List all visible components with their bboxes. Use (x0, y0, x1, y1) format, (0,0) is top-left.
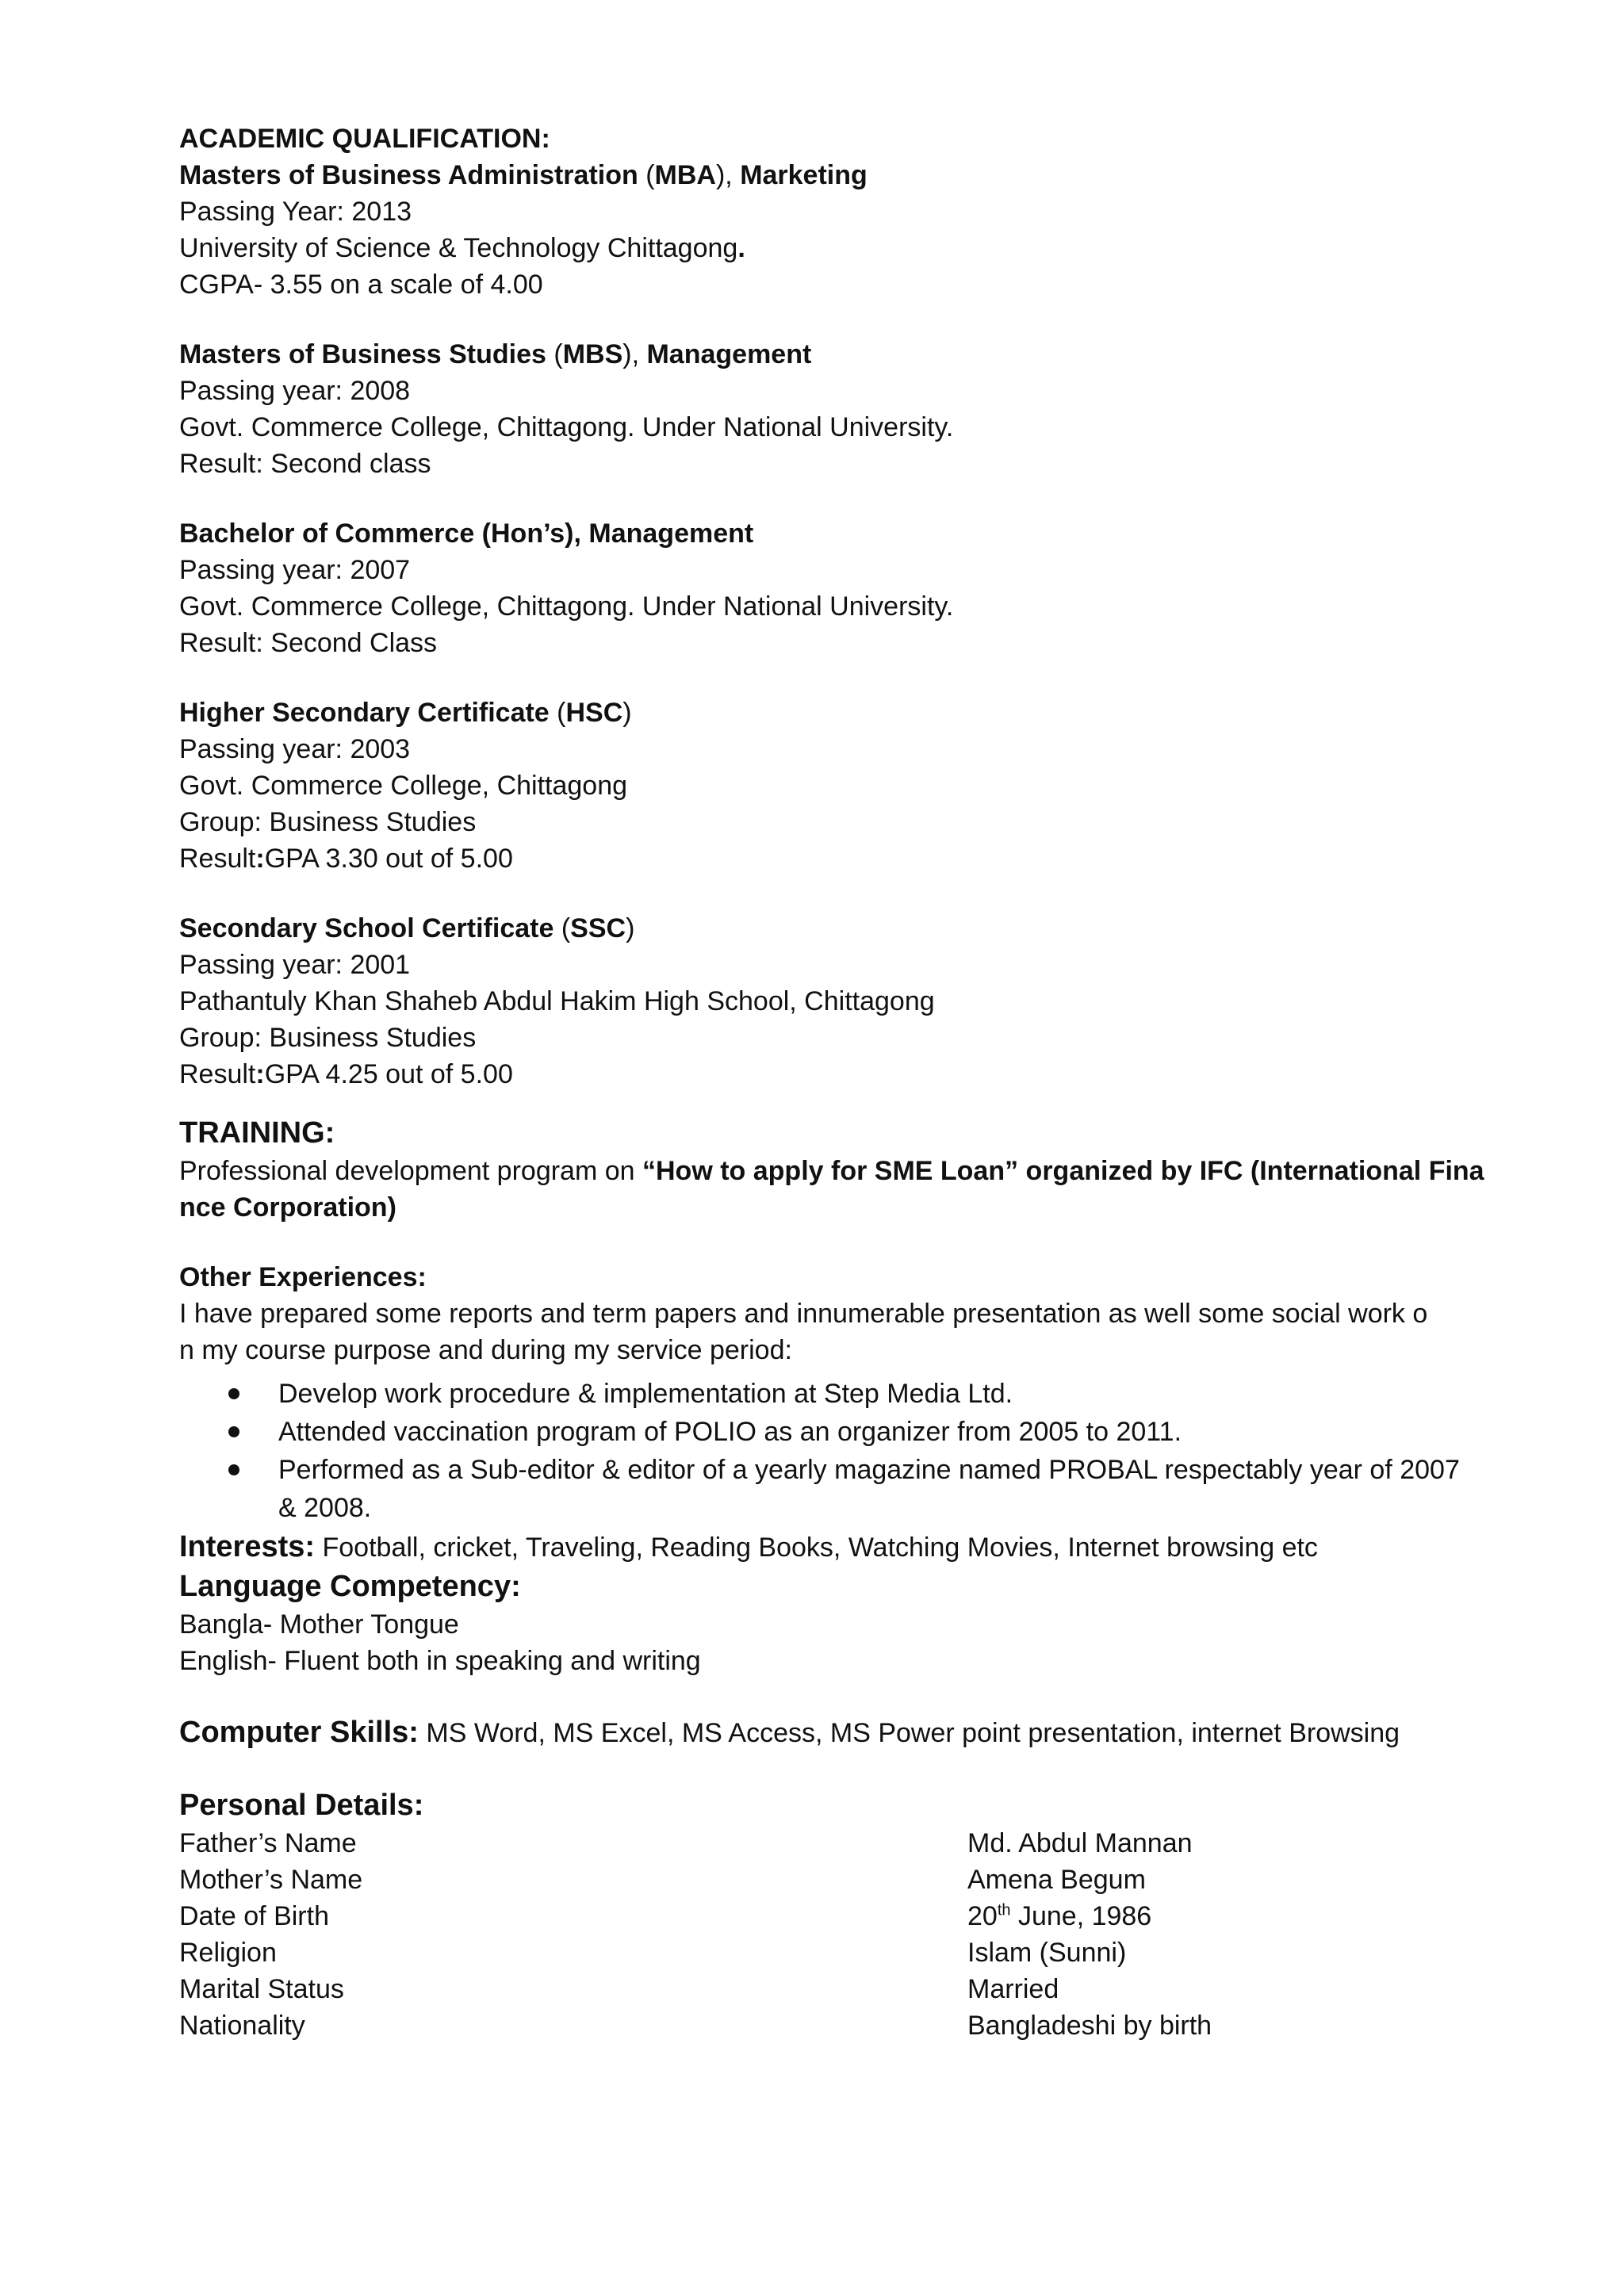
personal-value: Islam (Sunni) (967, 1938, 1127, 1968)
mba-abbr: MBA (654, 160, 716, 190)
mba-institution-name: University of Science & Technology Chittagong (179, 233, 738, 263)
personal-value: Married (967, 1974, 1059, 2004)
ssc-paren-close: ) (626, 913, 635, 943)
experience-line-2: n my course purpose and during my service period: (179, 1335, 792, 1365)
interests-label: Interests: (179, 1530, 316, 1563)
mbs-result: Result: Second class (179, 449, 431, 479)
personal-row-mother (179, 1862, 1480, 1898)
dob-rest: June, 1986 (1010, 1901, 1152, 1931)
list-item (179, 1413, 1480, 1451)
computer-skills-value: MS Word, MS Excel, MS Access, MS Power point presentation, internet Browsing (418, 1718, 1400, 1748)
bullet-icon (228, 1464, 239, 1475)
mba-cgpa: CGPA- 3.55 on a scale of 4.00 (179, 270, 543, 300)
training-line-1 (179, 1153, 1484, 1189)
personal-value: Amena Begum (967, 1865, 1146, 1895)
ssc-group: Group: Business Studies (179, 1023, 477, 1053)
bullet-icon (228, 1388, 239, 1399)
mbs-degree: Masters of Business Studies (179, 339, 546, 369)
personal-label: Date of Birth (179, 1901, 329, 1931)
experience-item-text: Performed as a Sub-editor & editor of a yearly magazine named PROBAL respectably year of 2007 & 2008. (278, 1455, 1460, 1523)
personal-label: Father’s Name (179, 1828, 357, 1858)
list-item (179, 1375, 1480, 1413)
bcom-institution: Govt. Commerce College, Chittagong. Under National University. (179, 591, 954, 622)
experience-item-text: Develop work procedure & implementation at Step Media Ltd. (278, 1379, 1013, 1409)
hsc-result-colon: : (255, 844, 265, 874)
mba-institution-period: . (737, 233, 745, 263)
interests-value: Football, cricket, Traveling, Reading Books, Watching Movies, Internet browsing etc (315, 1533, 1318, 1563)
personal-label: Nationality (179, 2011, 305, 2041)
mba-degree: Masters of Business Administration (179, 160, 638, 190)
language-heading: Language Competency: (179, 1570, 521, 1603)
experience-heading: Other Experiences: (179, 1262, 427, 1292)
resume-page (179, 121, 1484, 2044)
personal-value: Bangladeshi by birth (967, 2011, 1212, 2041)
personal-row-marital (179, 1971, 1480, 2007)
computer-skills-label: Computer Skills: (179, 1716, 419, 1749)
ssc-abbr: SSC (570, 913, 626, 943)
ssc-institution: Pathantuly Khan Shaheb Abdul Hakim High School, Chittagong (179, 986, 935, 1016)
mba-year: Passing Year: 2013 (179, 197, 412, 227)
hsc-degree: Higher Secondary Certificate (179, 698, 550, 728)
ssc-degree: Secondary School Certificate (179, 913, 554, 943)
training-intro: Professional development program on (179, 1156, 642, 1186)
hsc-abbr: HSC (565, 698, 623, 728)
academic-heading: ACADEMIC QUALIFICATION: (179, 124, 550, 154)
mbs-institution: Govt. Commerce College, Chittagong. Under National University. (179, 412, 954, 442)
bcom-result: Result: Second Class (179, 628, 438, 658)
mbs-title (179, 336, 1480, 373)
training-heading: TRAINING: (179, 1116, 335, 1150)
hsc-result-label: Result (179, 844, 256, 874)
hsc-result (179, 840, 1480, 877)
personal-row-dob (179, 1898, 1480, 1934)
personal-row-father (179, 1825, 1480, 1862)
mbs-paren-open: ( (546, 339, 563, 369)
personal-label: Marital Status (179, 1974, 344, 2004)
personal-value (967, 1898, 1151, 1934)
ssc-paren-open: ( (553, 913, 571, 943)
mba-title (179, 157, 1480, 193)
mbs-year: Passing year: 2008 (179, 376, 411, 406)
interests-line (179, 1527, 1480, 1567)
mbs-abbr: MBS (562, 339, 623, 369)
experience-line-1: I have prepared some reports and term papers and innumerable presentation as well some social work o (179, 1299, 1428, 1329)
mba-institution (179, 230, 1480, 266)
dob-day: 20 (967, 1901, 998, 1931)
ssc-result (179, 1056, 1480, 1093)
training-program: “How to apply for SME Loan” organized by IFC (International Fina (642, 1156, 1484, 1186)
training-line-2: nce Corporation) (179, 1192, 396, 1223)
personal-heading: Personal Details: (179, 1789, 424, 1822)
bcom-year: Passing year: 2007 (179, 555, 411, 585)
mba-paren-open: ( (638, 160, 655, 190)
hsc-title (179, 695, 1480, 731)
ssc-result-label: Result (179, 1059, 256, 1089)
hsc-year: Passing year: 2003 (179, 734, 411, 764)
hsc-paren-open: ( (549, 698, 566, 728)
mba-paren-close: ), (715, 160, 741, 190)
bcom-title: Bachelor of Commerce (Hon’s), Management (179, 519, 754, 549)
ssc-title (179, 910, 1480, 947)
bullet-icon (228, 1426, 239, 1437)
hsc-result-value: GPA 3.30 out of 5.00 (264, 844, 513, 874)
mbs-paren-close: ), (622, 339, 647, 369)
personal-label: Religion (179, 1938, 277, 1968)
mba-major: Marketing (740, 160, 868, 190)
personal-row-religion (179, 1934, 1480, 1971)
experience-list (179, 1375, 1480, 1527)
experience-item-text: Attended vaccination program of POLIO as an organizer from 2005 to 2011. (278, 1417, 1182, 1447)
dob-suffix: th (997, 1901, 1011, 1919)
ssc-result-value: GPA 4.25 out of 5.00 (264, 1059, 513, 1089)
personal-value: Md. Abdul Mannan (967, 1828, 1193, 1858)
ssc-year: Passing year: 2001 (179, 950, 411, 980)
hsc-institution: Govt. Commerce College, Chittagong (179, 771, 628, 801)
language-line-2: English- Fluent both in speaking and writing (179, 1646, 701, 1676)
computer-skills-line (179, 1712, 1480, 1752)
language-line-1: Bangla- Mother Tongue (179, 1609, 459, 1640)
hsc-paren-close: ) (622, 698, 632, 728)
mbs-major: Management (646, 339, 812, 369)
personal-label: Mother’s Name (179, 1865, 363, 1895)
hsc-group: Group: Business Studies (179, 807, 477, 837)
ssc-result-colon: : (255, 1059, 265, 1089)
list-item (179, 1451, 1480, 1527)
personal-row-nationality (179, 2007, 1480, 2044)
